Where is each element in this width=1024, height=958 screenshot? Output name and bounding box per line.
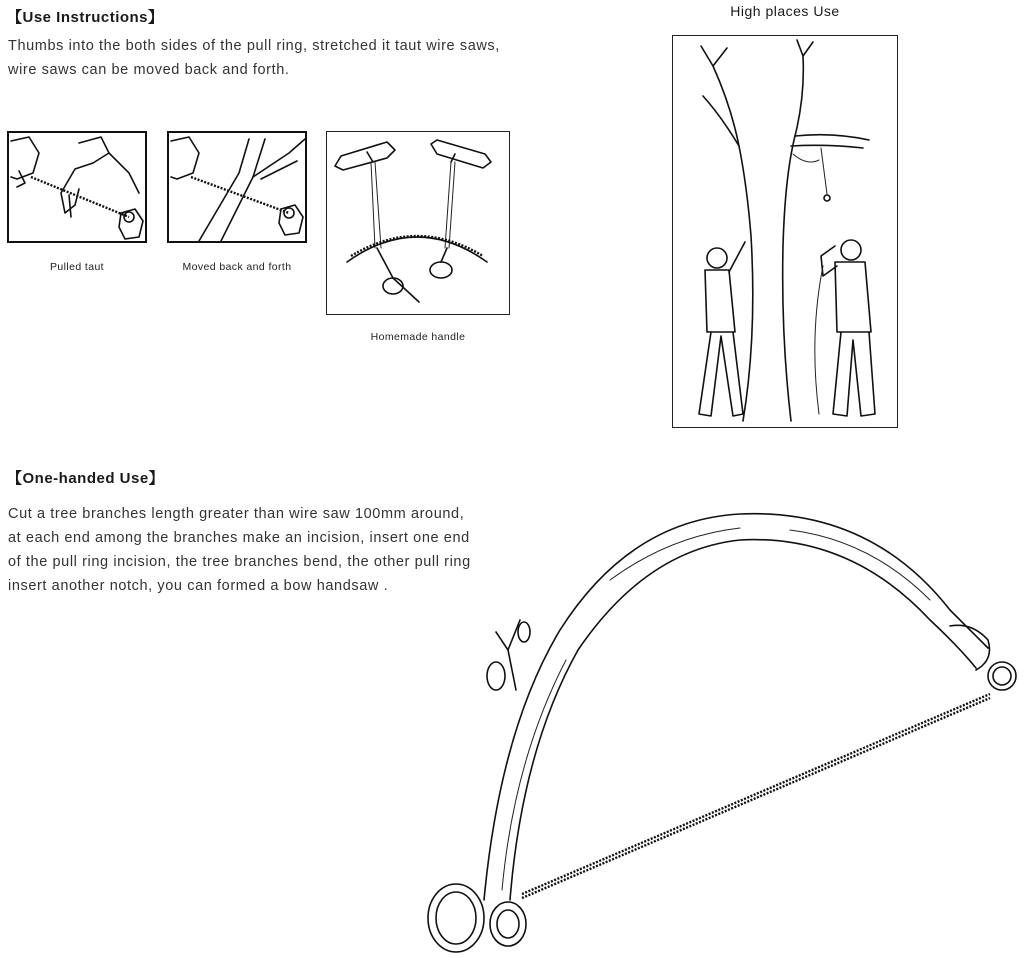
bow-saw-illustration [410, 500, 1024, 958]
high-places-title: High places Use [730, 3, 840, 19]
one-handed-heading: 【One-handed Use】 [7, 470, 165, 487]
one-handed-line-3: of the pull ring incision, the tree branches bend, the other pull ring [8, 554, 471, 570]
use-instructions-line-1: Thumbs into the both sides of the pull ring, stretched it taut wire saws, [8, 38, 500, 54]
one-handed-line-2: at each end among the branches make an incision, insert one end [8, 530, 470, 546]
use-instructions-heading: 【Use Instructions】 [7, 9, 164, 26]
moved-back-forth-caption: Moved back and forth [182, 261, 292, 273]
high-places-illustration [672, 35, 898, 428]
pulled-taut-caption: Pulled taut [49, 261, 105, 273]
pulled-taut-illustration [7, 131, 147, 243]
homemade-handle-caption: Homemade handle [370, 331, 466, 343]
use-instructions-text [8, 34, 608, 82]
homemade-handle-illustration [326, 131, 510, 315]
moved-back-forth-illustration [167, 131, 307, 243]
one-handed-line-1: Cut a tree branches length greater than wire saw 100mm around, [8, 506, 465, 522]
one-handed-line-4: insert another notch, you can formed a bow handsaw . [8, 578, 389, 594]
use-instructions-line-2: wire saws can be moved back and forth. [8, 62, 290, 78]
